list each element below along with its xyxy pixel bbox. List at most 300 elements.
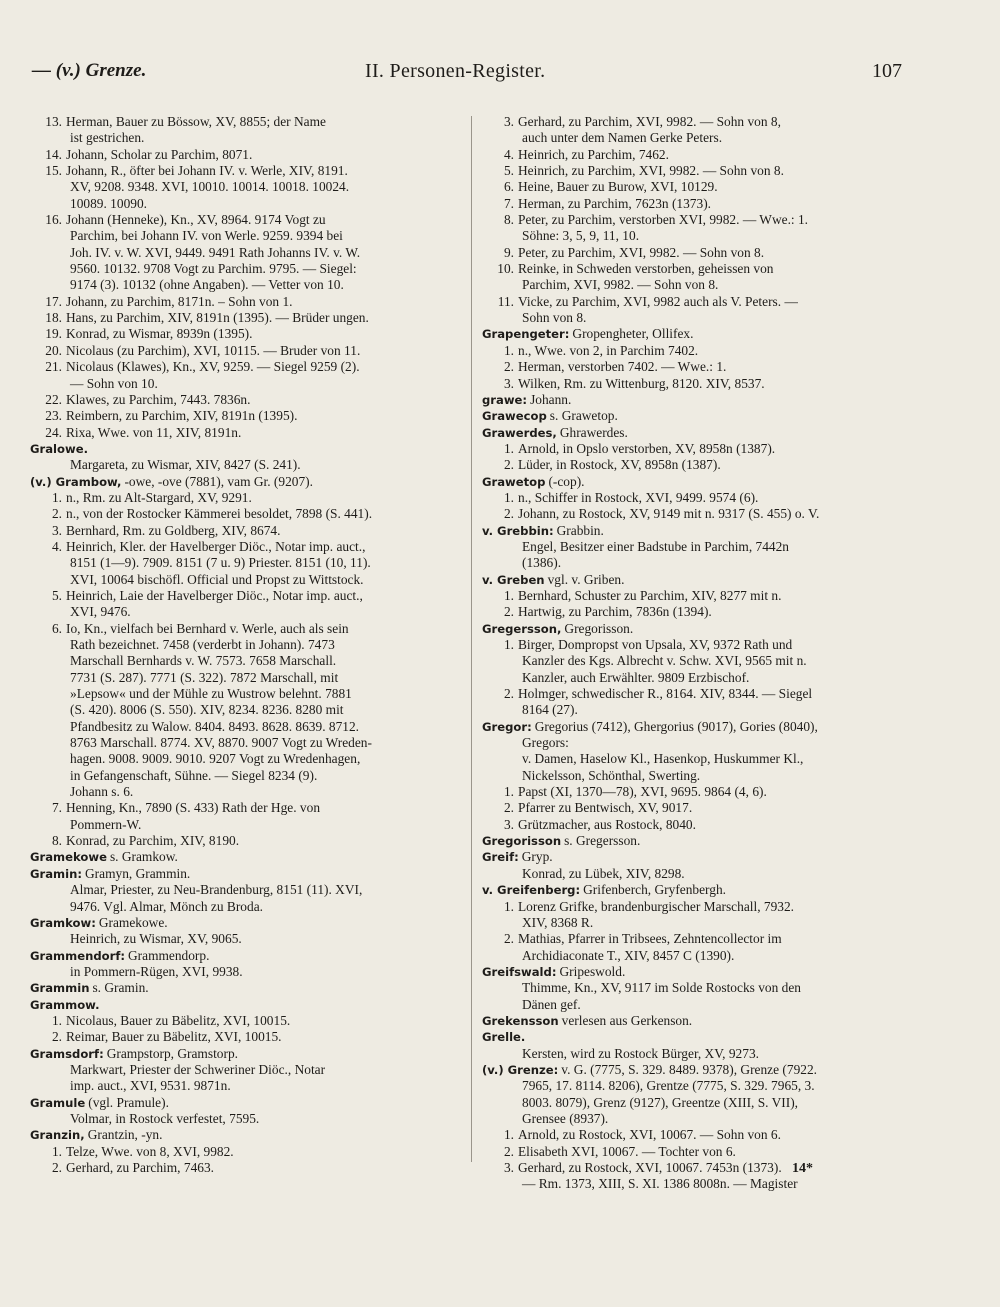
entry-text: (1386). [522,555,562,571]
entry-line [30,392,462,408]
entry-line [30,310,462,326]
entry-text: — Sohn von 10. [70,375,158,391]
entry-number: 2. [503,457,514,473]
entry-number: 1. [51,1012,62,1028]
name-heading: Grawetop [482,474,546,489]
name-heading: Gramin: [30,866,83,881]
heading-variants: s. Grawetop. [549,408,618,424]
entry-number: 1. [503,587,514,603]
name-heading: Greifswald: [482,964,557,979]
entry-line [482,702,916,718]
entry-text: Rath bezeichnet. 7458 (verderbt in Johann). 7473 [70,637,335,652]
entry-text: XVI, 9476. [70,604,131,620]
entry-line [30,621,462,637]
entry-number: 2. [503,506,514,522]
entry-text: 9174 (3). 10132 (ohne Angaben). — Vetter von 10. [70,277,344,293]
entry-line [30,343,462,359]
entry-text: Hartwig, zu Parchim, 7836n (1394). [518,604,712,620]
entry-heading-line [482,964,916,980]
entry-line [30,735,462,751]
entry-line [30,490,462,506]
entry-line [482,817,916,833]
heading-continuation: v. Damen, Haselow Kl., Hasenkop, Huskummer Kl., [522,751,804,767]
entry-text: Gerhard, zu Parchim, XVI, 9982. — Sohn von 8, [518,114,781,129]
entry-text: in Gefangenschaft, Sühne. — Siegel 8234 (9). [70,767,318,783]
entry-text: in Pommern-Rügen, XVI, 9938. [70,963,243,979]
entry-number: 4. [51,538,62,554]
entry-text: Parchim, bei Johann IV. von Werle. 9259. 9394 bei [70,228,343,244]
entry-number: 13. [45,114,62,129]
entry-line [30,555,462,571]
entry-text: Wilken, Rm. zu Wittenburg, 8120. XIV, 8537. [518,375,765,391]
entry-line [30,376,462,392]
entry-line [482,1127,916,1143]
name-heading: Grawecop [482,409,547,424]
entry-number: 2. [503,931,514,947]
entry-number: 4. [503,146,514,162]
entry-number: 1. [503,784,514,800]
entry-line [482,277,916,293]
entry-text: Nicolaus, Bauer zu Bäbelitz, XVI, 10015. [66,1012,291,1028]
entry-text: Heinrich, Laie der Havelberger Diöc., Notar imp. auct., [66,587,363,603]
entry-line [30,1013,462,1029]
entry-line [482,948,916,964]
entry-line [30,506,462,522]
entry-text: Almar, Priester, zu Neu-Brandenburg, 8151 (11). XVI, [70,882,363,898]
entry-number: 8. [503,212,514,228]
signature-mark: 14* [792,1161,813,1176]
entry-text: Kersten, wird zu Rostock Bürger, XV, 9273. [522,1045,759,1061]
entry-text: n., Rm. zu Alt-Stargard, XV, 9291. [66,489,252,505]
heading-variants: Gregorius (7412), Ghergorius (9017), Gories (8040), [534,718,818,734]
entry-line [482,490,916,506]
heading-variants: vgl. v. Griben. [547,571,625,587]
entry-text: 8763 Marschall. 8774. XV, 8870. 9007 Vogt zu Wreden- [70,735,372,751]
heading-continuation: 8003. 8079), Grenz (9127), Greentze (XIII, S. VII), [522,1094,799,1110]
entry-line [30,719,462,735]
entry-number: 23. [45,408,62,424]
heading-continuation: Nickelsson, Schönthal, Swerting. [522,767,701,783]
entry-line [30,130,462,146]
entry-text: Joh. IV. v. W. XVI, 9449. 9491 Rath Johanns IV. v. W. [70,244,361,260]
entry-number: 6. [503,179,514,195]
entry-line [30,751,462,767]
name-heading: Grammin [30,981,90,996]
entry-number: 2. [51,506,62,522]
entry-line [482,196,916,212]
name-heading: v. Greifenberg: [482,883,581,898]
entry-text: Johann, R., öfter bei Johann IV. v. Werle, XIV, 8191. [66,163,348,179]
entry-number: 3. [503,1160,514,1175]
entry-text: Vicke, zu Parchim, XVI, 9982 auch als V. Peters. — [518,293,798,309]
entry-number: 5. [503,163,514,179]
entry-text: Parchim, XVI, 9982. — Sohn von 8. [522,277,719,293]
entry-number: 14. [45,146,62,162]
entry-line [482,179,916,195]
entry-text: Markwart, Priester der Schweriner Diöc., Notar [70,1061,326,1077]
name-heading: Grammendorf: [30,948,125,963]
entry-text: n., von der Rostocker Kämmerei besoldet, 7898 (S. 441). [66,506,373,522]
name-heading: v. Greben [482,572,545,587]
name-heading: Gralowe. [30,441,88,456]
name-heading: Grekensson [482,1013,559,1028]
heading-continuation: 7965, 17. 8114. 8206), Grentze (7775, S. 329. 7965, 3. [522,1078,815,1094]
heading-variants: Grammendorp. [128,947,210,963]
entry-text: Heinrich, Kler. der Havelberger Diöc., Notar imp. auct., [66,538,366,554]
entry-number: 16. [45,212,62,228]
entry-number: 1. [503,637,514,652]
entry-line [30,326,462,342]
entry-line [30,277,462,293]
entry-text: Reimbern, zu Parchim, XIV, 8191n (1395). [66,408,298,424]
entry-line [30,359,462,375]
entry-text: Birger, Dompropst von Upsala, XV, 9372 Rath und [518,637,793,652]
entry-line [30,408,462,424]
entry-line [482,147,916,163]
entry-number: 21. [45,359,62,375]
entry-number: 1. [503,1127,514,1143]
entry-heading-line [30,1046,462,1062]
entry-text: Kanzler, auch Erwählter. 9809 Erzbischof. [522,669,750,685]
entry-text: Lüder, in Rostock, XV, 8958n (1387). [518,457,721,473]
entry-number: 2. [503,1143,514,1159]
entry-number: 1. [503,489,514,505]
page-header [0,60,1000,90]
heading-variants: Gropengheter, Ollifex. [572,326,694,342]
entry-heading-line [482,326,916,342]
entry-text: Herman, Bauer zu Bössow, XV, 8855; der Name [66,114,326,129]
heading-variants: s. Gramin. [92,980,149,996]
name-heading: Grapengeter: [482,327,570,342]
entry-line [482,228,916,244]
entry-text: Kanzler des Kgs. Albrecht v. Schw. XVI, 9565 mit n. [522,653,807,669]
entry-text: 7731 (S. 287). 7771 (S. 322). 7872 Marschall, mit [70,669,339,685]
entry-text: Heinrich, zu Parchim, 7462. [518,146,669,162]
entry-text: 10089. 10090. [70,195,147,211]
entry-line [482,506,916,522]
entry-text: Johann, zu Parchim, 8171n. – Sohn von 1. [66,293,293,309]
entry-text: Pfandbesitz zu Walow. 8404. 8493. 8628. 8639. 8712. [70,718,360,734]
entry-line [30,637,462,653]
entry-heading-line [482,408,916,424]
entry-line [482,784,916,800]
entry-text: Bernhard, Rm. zu Goldberg, XIV, 8674. [66,522,281,538]
entry-text: Engel, Besitzer einer Badstube in Parchim, 7442n [522,538,790,554]
entry-line [482,915,916,931]
name-heading: Granzin, [30,1128,85,1143]
entry-heading-line [30,997,462,1013]
entry-text: (S. 420). 8006 (S. 550). XIV, 8234. 8236. 8280 mit [70,702,344,718]
entry-text: Mathias, Pfarrer in Tribsees, Zehntencollector im [518,931,782,947]
entry-text: Klawes, zu Parchim, 7443. 7836n. [66,391,251,407]
entry-number: 2. [503,686,514,702]
heading-continuation: Grensee (8937). [522,1110,609,1126]
entry-text: XV, 9208. 9348. XVI, 10010. 10014. 10018. 10024. [70,179,350,195]
entry-text: Peter, zu Parchim, verstorben XVI, 9982. — Wwe.: 1. [518,212,809,228]
name-heading: Gramkow: [30,915,96,930]
entry-heading-line [30,1127,462,1143]
entry-text: Dänen gef. [522,996,581,1012]
entry-line [482,588,916,604]
entry-line [30,114,462,130]
entry-text: Lorenz Grifke, brandenburgischer Marschall, 7932. [518,898,795,914]
entry-line [30,196,462,212]
entry-text: Konrad, zu Lübek, XIV, 8298. [522,865,685,881]
entry-line [30,245,462,261]
entry-line [482,899,916,915]
entry-number: 9. [503,244,514,260]
entry-text: 9476. Vgl. Almar, Mönch zu Broda. [70,898,263,914]
entry-line [30,686,462,702]
entry-line [30,784,462,800]
entry-text: ist gestrichen. [70,130,145,146]
entry-line [30,588,462,604]
entry-text: XVI, 10064 bischöfl. Official und Propst zu Wittstock. [70,571,364,587]
entry-line [482,637,916,653]
entry-heading-line [482,572,916,588]
right-column [482,114,916,1193]
heading-variants: Gregorisson. [564,620,634,636]
entry-number: 1. [503,342,514,358]
entry-text: Sohn von 8. [522,310,587,326]
entry-text: XIV, 8368 R. [522,914,594,930]
entry-number: 2. [503,604,514,620]
name-heading: Gramekowe [30,850,107,865]
entry-heading-line [30,1095,462,1111]
entry-text: Hans, zu Parchim, XIV, 8191n (1395). — Brüder ungen. [66,310,369,326]
entry-number: 1. [503,440,514,456]
entry-number: 1. [503,898,514,914]
heading-variants: Gripeswold. [559,963,626,979]
entry-text: Nicolaus (Klawes), Kn., XV, 9259. — Siegel 9259 (2). [66,359,360,375]
entry-line [482,931,916,947]
entry-heading-line [482,719,916,735]
entry-text: Johann s. 6. [70,784,134,800]
entry-line [30,523,462,539]
column-divider [471,116,472,1162]
entry-line [482,441,916,457]
entry-line [30,539,462,555]
name-heading: Grammow. [30,997,100,1012]
heading-continuation: Gregors: [522,735,569,751]
entry-line [482,261,916,277]
entry-text: auch unter dem Namen Gerke Peters. [522,130,723,146]
entry-number: 5. [51,587,62,603]
heading-variants: Grifenberch, Gryfenbergh. [583,882,727,898]
entry-line [482,114,916,130]
entry-line [30,800,462,816]
entry-line [482,670,916,686]
entry-number: 2. [51,1029,62,1045]
entry-number: 3. [51,522,62,538]
entry-text: Holmger, schwedischer R., 8164. XIV, 8344. — Siegel [518,686,813,702]
entry-number: 2. [503,800,514,816]
entry-text: Konrad, zu Parchim, XIV, 8190. [66,833,240,849]
entry-line [482,457,916,473]
heading-variants: (vgl. Pramule). [88,1094,169,1110]
heading-variants: Grantzin, -yn. [87,1127,163,1143]
entry-text: Archidiaconate T., XIV, 8457 C (1390). [522,947,735,963]
name-heading: (v.) Grambow, [30,474,122,489]
entry-line [30,817,462,833]
entry-text: Papst (XI, 1370—78), XVI, 9695. 9864 (4, 6). [518,784,767,800]
name-heading: v. Grebbin: [482,523,554,538]
entry-line [482,686,916,702]
entry-line [30,147,462,163]
entry-number: 10. [497,261,514,277]
entry-text: imp. auct., XVI, 9531. 9871n. [70,1078,231,1094]
running-head-title: II. Personen-Register. [365,60,546,82]
heading-variants: Grampstorp, Gramstorp. [106,1045,238,1061]
entry-text: Johann, Scholar zu Parchim, 8071. [66,146,253,162]
entry-text: Johann (Henneke), Kn., XV, 8964. 9174 Vogt zu [66,212,326,228]
entry-heading-line [30,474,462,490]
entry-text: Herman, zu Parchim, 7623n (1373). [518,195,712,211]
entry-line [30,294,462,310]
entry-text: Peter, zu Parchim, XVI, 9982. — Sohn von 8. [518,244,765,260]
entry-heading-line [482,1013,916,1029]
entry-line [30,425,462,441]
entry-heading-line [482,523,916,539]
entry-line [30,653,462,669]
entry-number: 18. [45,310,62,326]
entry-line [482,1176,916,1192]
entry-text: Thimme, Kn., XV, 9117 im Solde Rostocks von den [522,980,801,996]
heading-variants: s. Gregersson. [564,833,641,849]
entry-number: 17. [45,293,62,309]
name-heading: Grelle. [482,1030,526,1045]
entry-text: — Rm. 1373, XIII, S. XI. 1386 8008n. — Magister [522,1176,798,1192]
entry-text: Telze, Wwe. von 8, XVI, 9982. [66,1143,234,1159]
entry-line [482,130,916,146]
name-heading: Gramsdorf: [30,1046,104,1061]
entry-line [482,245,916,261]
entry-number: 22. [45,391,62,407]
entry-line [30,261,462,277]
entry-heading-line [482,849,916,865]
entry-line [30,833,462,849]
entry-number: 19. [45,326,62,342]
entry-number: 6. [51,620,62,636]
entry-heading-line [482,425,916,441]
entry-heading-line [482,1062,916,1078]
entry-line [482,212,916,228]
entry-text: Heinrich, zu Wismar, XV, 9065. [70,931,242,947]
heading-variants: Ghrawerdes. [559,424,628,440]
entry-text: Söhne: 3, 5, 9, 11, 10. [522,228,640,244]
heading-variants: (-cop). [548,473,585,489]
entry-text: Grützmacher, aus Rostock, 8040. [518,816,696,832]
entry-text: Pfarrer zu Bentwisch, XV, 9017. [518,800,693,816]
name-heading: grawe: [482,392,528,407]
entry-heading-line [482,621,916,637]
entry-line [30,163,462,179]
entry-text: 9560. 10132. 9708 Vogt zu Parchim. 9795. — Siegel: [70,261,357,277]
entry-heading-line [30,915,462,931]
entry-line [482,653,916,669]
entry-text: Gerhard, zu Parchim, 7463. [66,1160,214,1175]
entry-line [30,1144,462,1160]
entry-text: Reinke, in Schweden verstorben, geheissen von [518,261,774,277]
heading-variants: Gramyn, Grammin. [85,865,191,881]
entry-text: Margareta, zu Wismar, XIV, 8427 (S. 241). [70,457,301,473]
entry-text: Johann, zu Rostock, XV, 9149 mit n. 9317 (S. 455) o. V. [518,506,820,522]
left-column [30,114,462,1176]
entry-text: Reimar, Bauer zu Bäbelitz, XVI, 10015. [66,1029,282,1045]
name-heading: Gregersson, [482,621,562,636]
entry-text: Herman, verstorben 7402. — Wwe.: 1. [518,359,727,375]
heading-variants: Grabbin. [556,522,604,538]
entry-number: 15. [45,163,62,179]
entry-text: Volmar, in Rostock verfestet, 7595. [70,1110,260,1126]
entry-text: Rixa, Wwe. von 11, XIV, 8191n. [66,424,242,440]
entry-number: 3. [503,375,514,391]
entry-text: Arnold, in Opslo verstorben, XV, 8958n (1387). [518,440,776,456]
entry-line [30,228,462,244]
entry-number: 7. [503,195,514,211]
entry-heading-line [30,441,462,457]
entry-text: »Lepsow« und der Mühle zu Wustrow belehnt. 7881 [70,686,352,702]
entry-number: 7. [51,800,62,816]
entry-text: hagen. 9008. 9009. 9010. 9207 Vogt zu Wredenhagen, [70,751,361,767]
entry-line [30,702,462,718]
heading-variants: -owe, -ove (7881), vam Gr. (9207). [124,473,313,489]
entry-text: Io, Kn., vielfach bei Bernhard v. Werle, auch als sein [66,620,349,636]
entry-text: 8151 (1—9). 7909. 8151 (7 u. 9) Priester. 8151 (10, 11). [70,555,371,571]
name-heading: Gregor: [482,719,532,734]
entry-line [482,163,916,179]
entry-line [30,768,462,784]
entry-heading-line [482,392,916,408]
entry-heading-line [482,474,916,490]
entry-line [30,212,462,228]
entry-line [30,604,462,620]
entry-heading-line [482,833,916,849]
entry-number: 1. [51,489,62,505]
entry-heading-line [30,866,462,882]
entry-line [482,376,916,392]
entry-number: 1. [51,1143,62,1159]
entry-heading-line [482,882,916,898]
entry-line [482,310,916,326]
entry-number: 20. [45,342,62,358]
entry-line [482,294,916,310]
name-heading: Grawerdes, [482,425,557,440]
entry-text: Gerhard, zu Rostock, XVI, 10067. 7453n (1373). [518,1160,782,1175]
entry-number: 3. [503,816,514,832]
entry-line [30,1029,462,1045]
entry-text: n., Schiffer in Rostock, XVI, 9499. 9574 (6). [518,489,759,505]
entry-line [30,1160,462,1176]
entry-text: Henning, Kn., 7890 (S. 433) Rath der Hge. von [66,800,321,816]
entry-heading-line [30,948,462,964]
name-heading: Greif: [482,850,519,865]
entry-number: 2. [51,1160,62,1175]
entry-line [482,343,916,359]
entry-text: Marschall Bernhards v. W. 7573. 7658 Marschall. [70,653,337,669]
entry-line [30,670,462,686]
entry-number: 24. [45,424,62,440]
entry-line [30,572,462,588]
entry-number: 8. [51,833,62,849]
entry-text: Elisabeth XVI, 10067. — Tochter von 6. [518,1143,736,1159]
running-head-left: — (v.) Grenze. [32,60,147,81]
entry-line [482,359,916,375]
entry-line [482,1160,916,1176]
entry-heading-line [30,849,462,865]
entry-text: Heine, Bauer zu Burow, XVI, 10129. [518,179,718,195]
heading-variants: Johann. [530,391,572,407]
